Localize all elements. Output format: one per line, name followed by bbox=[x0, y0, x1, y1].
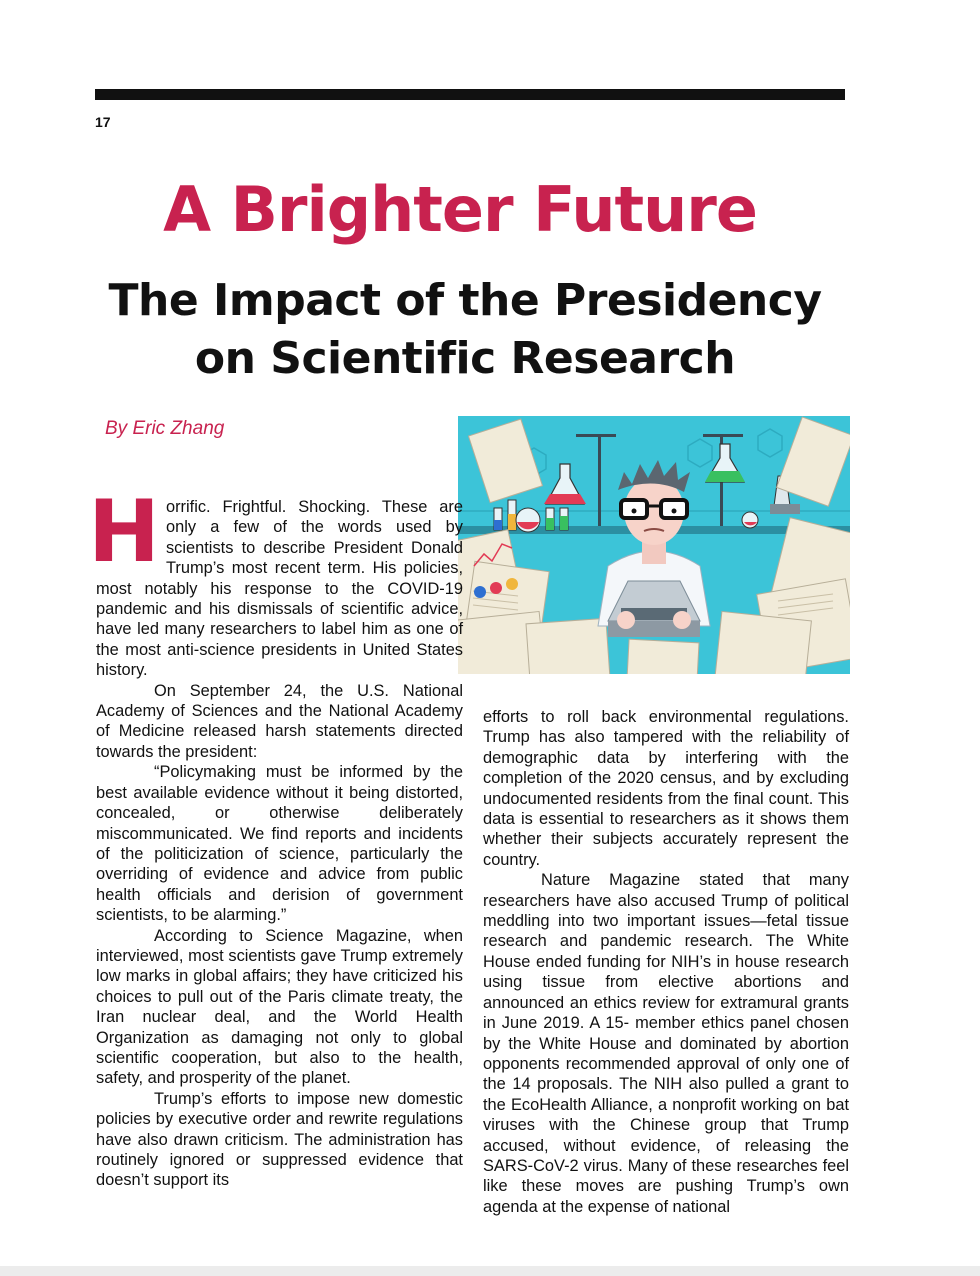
paragraph-6: efforts to roll back environmental regulations. Trump has also tampered with the reliability of demographic data by interfering with the completion of the 2020 census, and by excluding undocumented residents from the final count. This data is essential to researchers as it shows them whether their subjects accurately represent the country. bbox=[483, 708, 849, 869]
paragraph-5: Trump’s efforts to impose new domestic policies by executive order and rewrite regulations have also drawn criticism. The administration has routinely ignored or suppressed evidence that doesn’t support its bbox=[96, 1089, 463, 1190]
scientist-illustration bbox=[458, 416, 850, 674]
subtitle-line-1: The Impact of the Presidency bbox=[108, 275, 822, 326]
article-title: A Brighter Future bbox=[163, 173, 757, 246]
column-left bbox=[88, 482, 463, 1191]
page-bottom-edge bbox=[0, 1266, 980, 1276]
article-subtitle bbox=[60, 272, 870, 388]
subtitle-line-2: on Scientific Research bbox=[194, 333, 736, 384]
column-right bbox=[483, 707, 849, 1217]
paragraph-2: On September 24, the U.S. National Academy of Sciences and the National Academy of Medicine released harsh statements directed towards the president: bbox=[96, 681, 463, 761]
top-rule bbox=[95, 89, 845, 100]
drop-cap: H bbox=[88, 482, 160, 582]
paragraph-1-text: orrific. Frightful. Shocking. These are only a few of the words used by scientists to describe President Donald Trump’s most recent term. His policies, most notably his response to the COVID-19 pandemic and his dismissals of scientific advice, have led many researchers to label him as one of the most anti-science presidents in United States history. bbox=[96, 498, 463, 680]
byline: By Eric Zhang bbox=[105, 418, 225, 439]
page-number: 17 bbox=[95, 114, 111, 130]
paragraph-4: According to Science Magazine, when interviewed, most scientists gave Trump extremely low marks in global affairs; they have criticized his choices to pull out of the Paris climate treaty, the Iran nuclear deal, and the World Health Organization as damaging not only to global scientific cooperation, but also to the health, safety, and prosperity of the planet. bbox=[96, 926, 463, 1088]
paragraph-7: Nature Magazine stated that many researchers have also accused Trump of political meddling into two important issues—fetal tissue research and pandemic research. The White House ended funding for NIH’s in house research using tissue from elective abortions and announced an ethics review for extramural grants in June 2019. A 15- member ethics panel chosen by the White House and dominated by abortion opponents recommended approval of only one of the 14 proposals. The NIH also pulled a grant to the EcoHealth Alliance, a nonprofit working on bat viruses with the Chinese group that Trump accused, without evidence, of releasing the SARS-CoV-2 virus. Many of these researches feel like these moves are pushing Trump’s own agenda at the expense of national bbox=[483, 871, 849, 1216]
quote-paragraph: “Policymaking must be informed by the best available evidence without it being distorted, concealed, or otherwise deliberately miscommunicated. We find reports and incidents of the politicization of science, particularly the overriding of evidence and advice from public health officials and derision of government scientists, to be alarming.” bbox=[96, 763, 463, 925]
paragraph-1 bbox=[88, 482, 463, 681]
